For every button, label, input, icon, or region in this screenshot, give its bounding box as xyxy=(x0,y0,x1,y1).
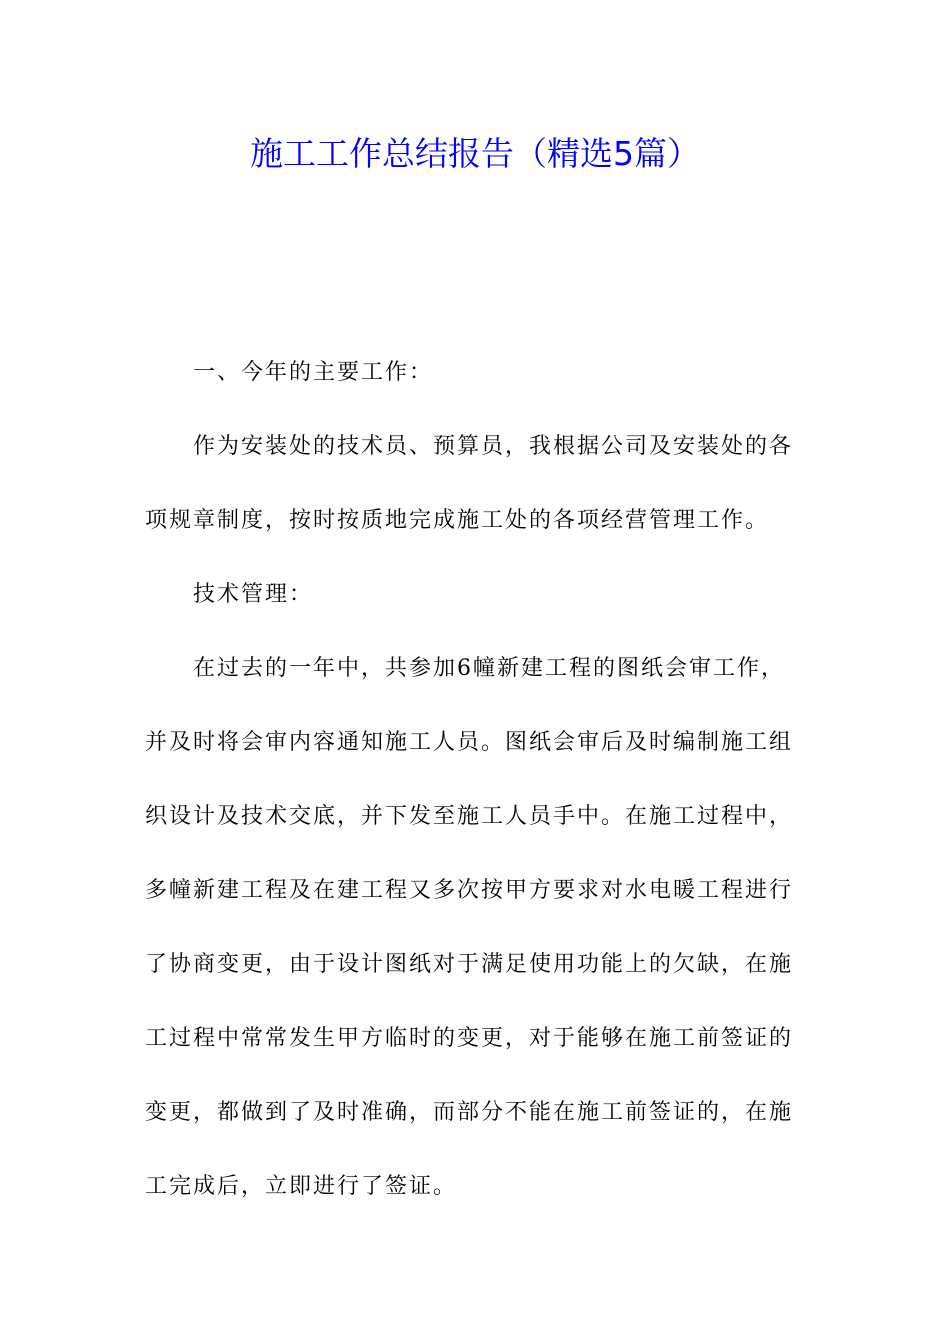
section-heading-technical-management: 技术管理： xyxy=(193,582,314,607)
document-body xyxy=(145,336,805,1224)
document-title: 施工工作总结报告（精选5篇） xyxy=(250,134,700,173)
paragraph-technical-management: 在过去的一年中，共参加6幢新建工程的图纸会审工作，并及时将会审内容通知施工人员。图纸会审后及时编制施工组织设计及技术交底，并下发至施工人员手中。在施工过程中，多幢新建工程及在建工程又多次按甲方要求对水电暖工程进行了协商变更，由于设计图纸对于满足使用功能上的欠缺，在施工过程中常常发生甲方临时的变更，对于能够在施工前签证的变更，都做到了及时准确，而部分不能在施工前签证的，在施工完成后，立即进行了签证。 xyxy=(145,656,794,1199)
paragraph-role-intro: 作为安装处的技术员、预算员，我根据公司及安装处的各项规章制度，按时按质地完成施工处的各项经营管理工作。 xyxy=(145,434,794,533)
section-heading-main-work: 一、今年的主要工作： xyxy=(193,360,434,385)
